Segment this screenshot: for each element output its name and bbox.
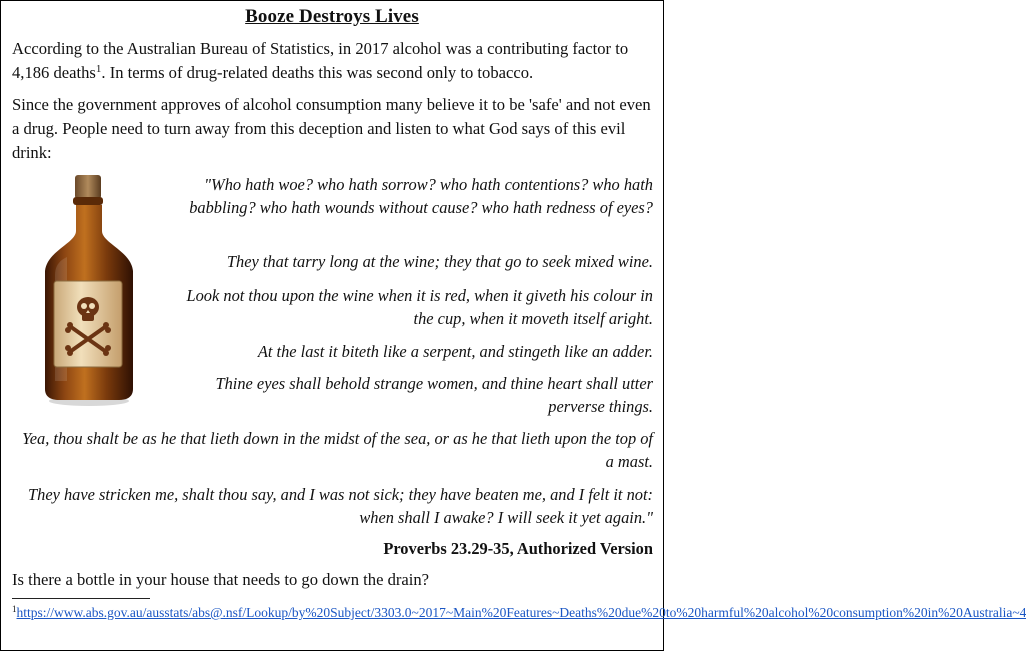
verse-7: They have stricken me, shalt thou say, and I was not sick; they have beaten me, and I felt it not: when shall I awake? I will seek it yet again." — [28, 485, 653, 527]
closing-question: Is there a bottle in your house that needs to go down the drain? — [12, 570, 430, 589]
verse-3: Look not thou upon the wine when it is red, when it giveth his colour in the cup, when it moveth itself aright. — [186, 286, 653, 328]
footnote — [12, 602, 1026, 623]
verse-6: Yea, thou shalt be as he that lieth down in the midst of the sea, or as he that lieth upon the top of a mast. — [22, 429, 653, 471]
scripture-citation: Proverbs 23.29-35, Authorized Version — [383, 539, 653, 558]
footnote-divider — [12, 598, 150, 599]
footnote-mark: 1 — [12, 604, 17, 614]
intro-text-before: According to the Australian Bureau of Statistics, in 2017 alcohol was a contributing factor to 4,186 deaths — [12, 39, 629, 82]
verse-1: "Who hath woe? who hath sorrow? who hath contentions? who hath babbling? who hath wounds without cause? who hath redness of eyes? — [189, 175, 653, 217]
warning-paragraph: Since the government approves of alcohol consumption many believe it to be 'safe' and not even a drug. People need to turn away from this deception and listen to what God says of this evil drink: — [12, 95, 651, 162]
intro-paragraph — [12, 37, 653, 85]
poison-bottle-icon — [33, 171, 143, 407]
footnote-reference[interactable]: 1 — [95, 63, 102, 75]
verse-2: They that tarry long at the wine; they that go to seek mixed wine. — [226, 252, 653, 271]
verse-5: Thine eyes shall behold strange women, and thine heart shall utter perverse things. — [215, 374, 653, 416]
intro-text-after: . In terms of drug-related deaths this was second only to tobacco. — [101, 63, 534, 82]
footnote-source-link[interactable]: https://www.abs.gov.au/ausstats/abs@.nsf/Lookup/by%20Subject/3303.0~2017~Main%20Features~Deaths%20due%20to%20harmful%20alcohol%20consumption%20in%20Australia~4 — [16, 605, 1026, 620]
verse-4: At the last it biteth like a serpent, and stingeth like an adder. — [257, 342, 653, 361]
page-title: Booze Destroys Lives — [245, 6, 419, 27]
